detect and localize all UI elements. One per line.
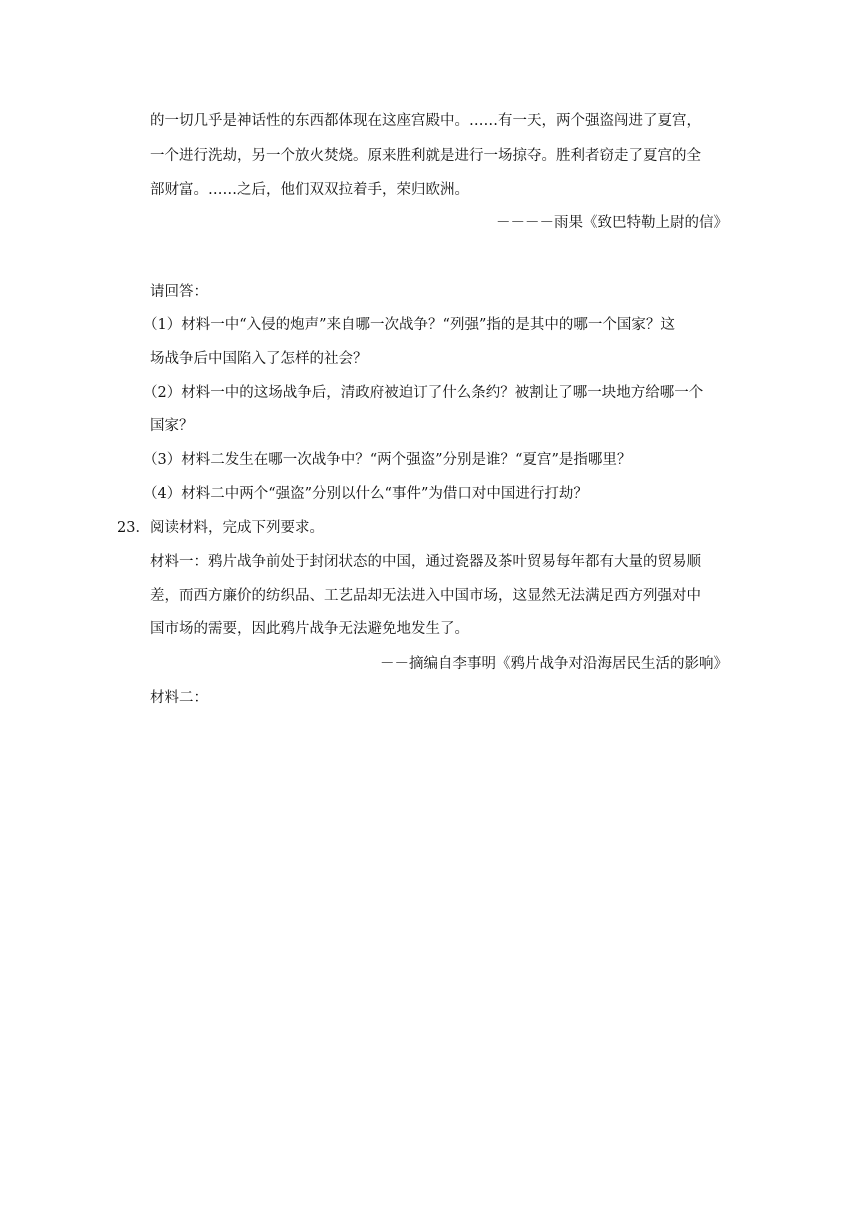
material-one-line: 国市场的需要，因此鸦片战争无法避免地发生了。 bbox=[150, 621, 469, 637]
question-number-title: 23．阅读材料，完成下列要求。 bbox=[117, 520, 324, 536]
material-source: －－－－雨果《致巴特勒上尉的信》 bbox=[496, 215, 728, 231]
answer-prompt: 请回答： bbox=[150, 284, 208, 300]
question-line: （2）材料一中的这场战争后，清政府被迫订了什么条约？被割让了哪一块地方给哪一个 bbox=[143, 385, 704, 401]
material-one-line: 材料一：鸦片战争前处于封闭状态的中国，通过瓷器及茶叶贸易每年都有大量的贸易顺 bbox=[150, 554, 701, 570]
material-text-line: 一个进行洗劫，另一个放火焚烧。原来胜利就是进行一场掠夺。胜利者窃走了夏宫的全 bbox=[150, 148, 701, 164]
material-text-line: 部财富。……之后，他们双双拉着手，荣归欧洲。 bbox=[150, 182, 469, 198]
material-two-label: 材料二： bbox=[150, 690, 208, 706]
material-one-source: －－摘编自李事明《鸦片战争对沿海居民生活的影响》 bbox=[380, 656, 728, 672]
question-line: 场战争后中国陷入了怎样的社会？ bbox=[150, 351, 368, 367]
question-line: 国家？ bbox=[150, 418, 194, 434]
question-line: （3）材料二发生在哪一次战争中？“两个强盗”分别是谁？“夏宫”是指哪里？ bbox=[143, 452, 632, 468]
question-line: （4）材料二中两个“强盗”分别以什么“事件”为借口对中国进行打劫？ bbox=[143, 486, 588, 502]
material-one-line: 差，而西方廉价的纺织品、工艺品却无法进入中国市场，这显然无法满足西方列强对中 bbox=[150, 588, 701, 604]
question-line: （1）材料一中“入侵的炮声”来自哪一次战争？“列强”指的是其中的哪一个国家？这 bbox=[143, 317, 675, 333]
material-text-line: 的一切几乎是神话性的东西都体现在这座宫殿中。……有一天，两个强盗闯进了夏宫， bbox=[150, 113, 701, 129]
